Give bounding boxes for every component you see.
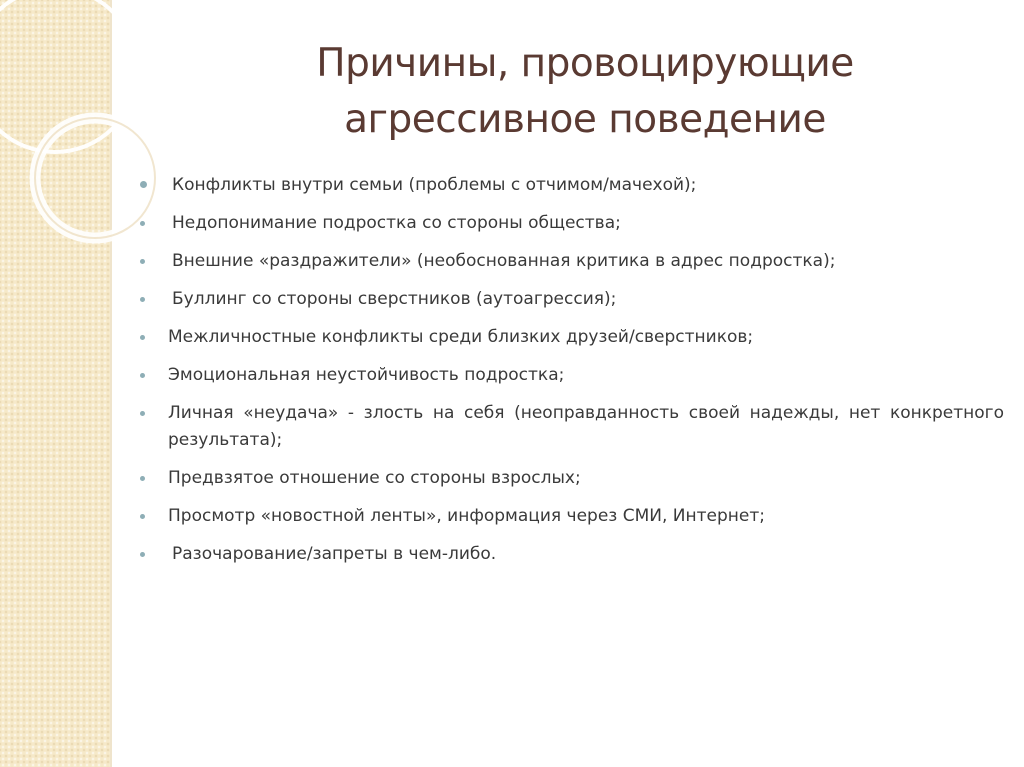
bullet-icon [140, 552, 145, 557]
bullet-icon [140, 297, 145, 302]
list-item [140, 286, 1004, 313]
list-item-text: Недопонимание подростка со стороны общества; [172, 213, 621, 233]
bullet-icon [140, 335, 145, 340]
list-item [140, 400, 1004, 454]
side-panel-edge [110, 0, 112, 767]
list-item-text: Буллинг со стороны сверстников (аутоагрессия); [172, 289, 617, 309]
list-item [140, 172, 1004, 199]
bullet-icon [140, 259, 145, 264]
list-item-text: Межличностные конфликты среди близких друзей/сверстников; [168, 327, 754, 347]
list-item-text: Разочарование/запреты в чем-либо. [172, 544, 497, 564]
slide-title-line-1: Причины, провоцирующие [316, 41, 854, 86]
list-item-text: Эмоциональная неустойчивость подростка; [168, 365, 565, 385]
bullet-icon [140, 221, 145, 226]
bullet-icon [140, 514, 145, 519]
list-item [140, 210, 1004, 237]
list-item-text: Внешние «раздражители» (необоснованная критика в адрес подростка); [172, 251, 836, 271]
bullet-icon [140, 411, 145, 416]
bullet-icon [140, 476, 145, 481]
causes-list [140, 172, 1004, 579]
list-item-text: Предвзятое отношение со стороны взрослых; [168, 468, 581, 488]
list-item-text: Просмотр «новостной ленты», информация через СМИ, Интернет; [168, 506, 766, 526]
list-item [140, 465, 1004, 492]
list-item [140, 248, 1004, 275]
list-item-text: Личная «неудача» - злость на себя (неоправданность своей надежды, нет конкретного результата); [168, 403, 1004, 450]
slide-title-line-2: агрессивное поведение [344, 97, 826, 142]
list-item [140, 541, 1004, 568]
list-item [140, 324, 1004, 351]
list-item [140, 503, 1004, 530]
decorative-side-panel [0, 0, 110, 767]
list-item-text: Конфликты внутри семьи (проблемы с отчимом/мачехой); [172, 175, 697, 195]
list-item [140, 362, 1004, 389]
bullet-icon [140, 373, 145, 378]
bullet-icon [140, 181, 147, 188]
slide-title [190, 36, 980, 148]
